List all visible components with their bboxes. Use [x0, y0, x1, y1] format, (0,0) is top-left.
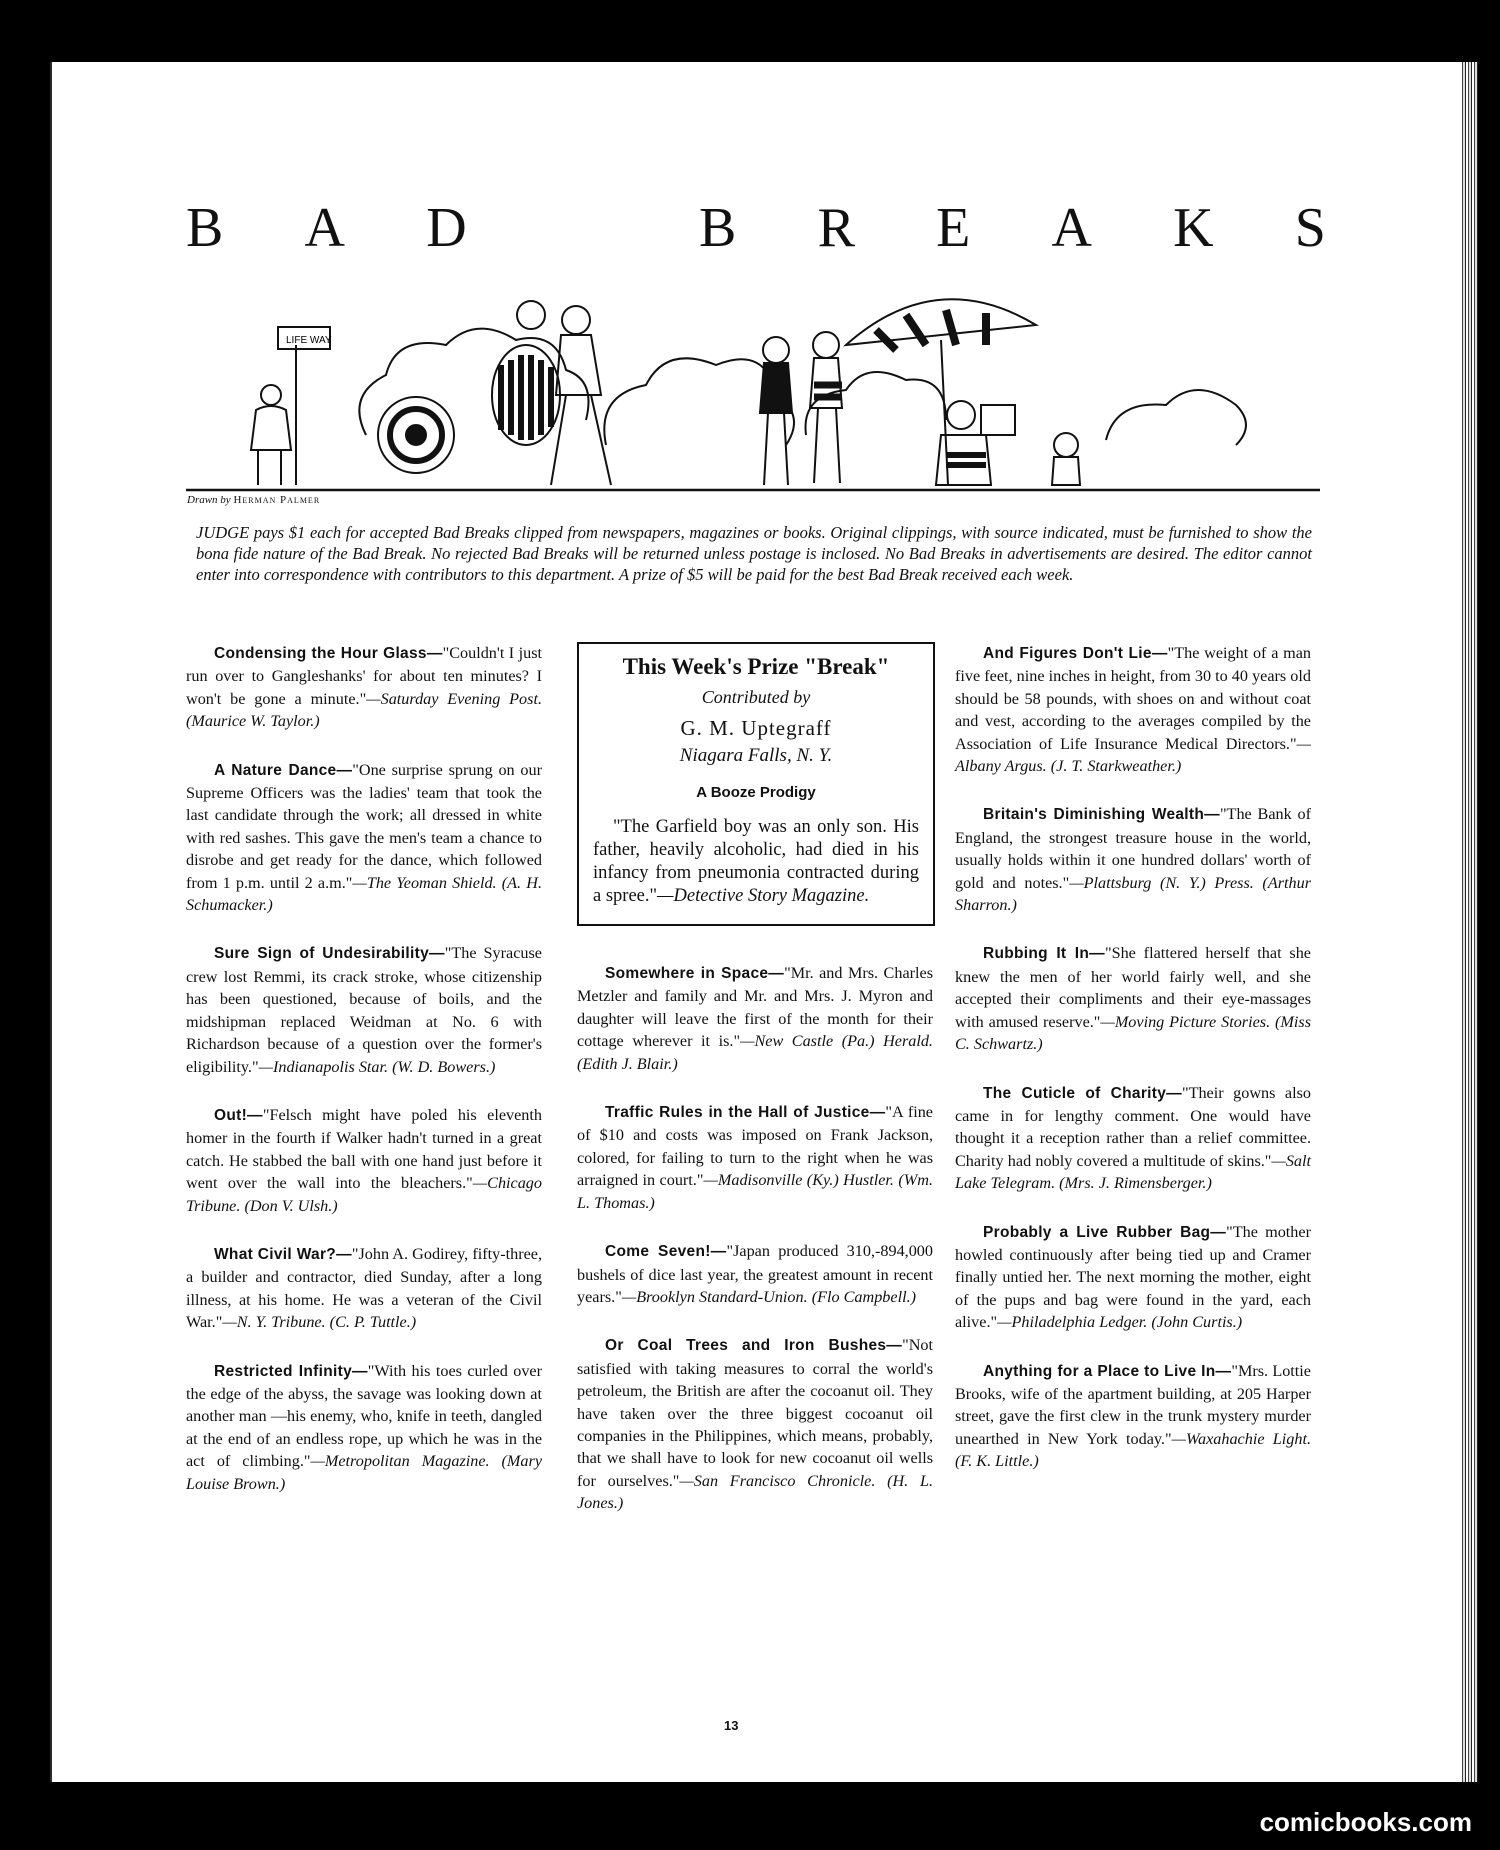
sign-text: LIFE WAY	[286, 335, 332, 346]
item-quote: "She flattered herself that she knew the men of her world fairly well, and she accepted their compliments and their eye-massages with amused reserve."	[955, 944, 1311, 1031]
item-quote: "Japan produced 310,-894,000 bushels of dice last year, the greatest amount in recent years."	[577, 1242, 933, 1306]
bad-break-item	[955, 942, 1311, 1055]
prize-winner-name: G. M. Uptegraff	[680, 715, 832, 740]
site-watermark: comicbooks.com	[1259, 1807, 1472, 1837]
item-source: —Waxahachie Light. (F. K. Little.)	[955, 1429, 1311, 1471]
item-quote: "The weight of a man five feet, nine inches in height, from 30 to 40 years old should be 58 pounds, with shoes on and without coat and vest, according to the averages compiled by the Association of Life Insurance Medical Directors."	[955, 644, 1311, 753]
item-heading: The Cuticle of Charity—	[983, 1084, 1182, 1102]
item-quote: "Their gowns also came in for lengthy comment. One would have thought it a reception rather than a relief committee. Charity had nobly covered a multitude of skins."	[955, 1083, 1311, 1170]
item-source: —Saturday Evening Post. (Maurice W. Taylor.)	[186, 689, 542, 731]
column-right	[955, 642, 1311, 1499]
item-quote: "Mrs. Lottie Brooks, wife of the apartment building, at 205 Harper street, gave the first clew in the trunk mystery murder unearthed in New York today."	[955, 1361, 1311, 1448]
page-title	[186, 196, 1326, 260]
item-quote: "The Syracuse crew lost Remmi, its crack stroke, whose citizenship has been questioned, because of boils, and the midshipman replaced Weidman at No. 6 with Richardson because of a question over the former's eligibility."	[186, 944, 542, 1076]
title-letter: R	[817, 197, 855, 259]
item-heading: What Civil War?—	[214, 1245, 352, 1263]
title-letter: B	[699, 197, 737, 259]
bad-break-item	[577, 1240, 933, 1308]
item-heading: Condensing the Hour Glass—	[214, 645, 443, 662]
item-quote: "A fine of $10 and costs was imposed on Frank Jackson, colored, for failing to turn to the right when he was arraigned in court."	[577, 1103, 933, 1190]
item-quote: "John A. Godirey, fifty-three, a builder and contractor, died Sunday, after a long illness, at his home. He was a veteran of the Civil War."	[186, 1244, 542, 1332]
column-middle	[577, 642, 933, 1541]
submission-notice: JUDGE pays $1 each for accepted Bad Breaks clipped from newspapers, magazines or books. Original clippings, with source indicated, must be furnished to show the bona fide nature of the Bad Break. No rejected Bad Breaks will be returned unless postage is inclosed. No Bad Breaks in advertisements are desired. The editor cannot enter into correspondence with contributors to this department. A prize of $5 will be paid for the best Bad Break received each week.	[196, 523, 1312, 584]
prize-box	[577, 642, 935, 926]
title-letter: D	[426, 197, 467, 259]
bad-break-item	[186, 1360, 542, 1495]
item-source: —Plattsburg (N. Y.) Press. (Arthur Sharron.)	[955, 873, 1311, 915]
bad-break-item	[577, 1334, 933, 1514]
item-heading: Or Coal Trees and Iron Bushes—	[605, 1337, 903, 1355]
item-source: —Indianapolis Star. (W. D. Bowers.)	[258, 1057, 496, 1076]
item-quote: "The mother howled continuously after being tied up and Cramer finally untied her. The next morning the mother, eight of the pups and bag were found in the yard, each alive."	[955, 1222, 1311, 1332]
page-number: 13	[724, 1718, 739, 1733]
item-heading: Rubbing It In—	[983, 945, 1105, 963]
prize-contributed-label: Contributed by	[701, 687, 811, 708]
bad-break-item	[186, 942, 542, 1077]
item-source: —Chicago Tribune. (Don V. Ulsh.)	[186, 1174, 542, 1215]
item-quote: "Mr. and Mrs. Charles Metzler and family and Mr. and Mrs. J. Myron and daughter will leave the first of the month for their cottage wherever it is."	[577, 964, 934, 1051]
bad-break-item	[955, 803, 1311, 916]
item-source: —Brooklyn Standard-Union. (Flo Campbell.)	[621, 1287, 917, 1306]
beach-illustration	[186, 285, 1320, 500]
item-heading: A Nature Dance—	[214, 761, 353, 779]
item-quote: "Felsch might have poled his eleventh homer in the fourth if Walker hadn't turned in a great catch. He stabbed the ball with one hand just before it went over the wall into the bleachers."	[186, 1105, 542, 1193]
item-source: —San Francisco Chronicle. (H. L. Jones.)	[577, 1471, 933, 1513]
bad-break-item	[955, 1221, 1311, 1334]
item-quote: "Not satisfied with taking measures to corral the world's petroleum, the British are after the cocoanut oil. They have taken over the three biggest cocoanut oil companies in the Philippines, which means, probably, that we shall have to look for new cocoanut oil wells for ourselves."	[577, 1336, 933, 1490]
bad-break-item	[186, 1243, 542, 1334]
prize-body: "The Garfield boy was an only son. His father, heavily alcoholic, had died in his infancy from pneumonia contracted during a spree."—Detective Story Magazine.	[593, 817, 919, 907]
item-quote: "With his toes curled over the edge of the abyss, the savage was looking down at another man —his enemy, who, knife in teeth, dangled at the end of an endless rope, up which he was in the act of climbing."	[186, 1361, 542, 1471]
title-letter: B	[186, 197, 224, 259]
title-letter: S	[1294, 197, 1326, 259]
item-source: —Salt Lake Telegram. (Mrs. J. Rimensberger.)	[955, 1151, 1311, 1193]
item-source: —Philadelphia Ledger. (John Curtis.)	[997, 1313, 1243, 1332]
item-heading: Probably a Live Rubber Bag—	[983, 1223, 1227, 1241]
item-heading: Anything for a Place to Live In—	[983, 1362, 1232, 1380]
item-source: —The Yeoman Shield. (A. H. Schumacker.)	[186, 873, 542, 915]
bad-break-item	[955, 1360, 1311, 1473]
column-middle-items	[577, 962, 933, 1515]
item-source: —Madisonville (Ky.) Hustler. (Wm. L. Thomas.)	[577, 1171, 933, 1212]
illustration-credit: Drawn by Herman Palmer	[187, 494, 321, 506]
item-heading: And Figures Don't Lie—	[983, 645, 1168, 662]
item-heading: Somewhere in Space—	[605, 965, 785, 983]
item-source: —Moving Picture Stories. (Miss C. Schwartz.)	[955, 1012, 1311, 1054]
item-heading: Traffic Rules in the Hall of Justice—	[605, 1104, 886, 1122]
column-left	[186, 642, 542, 1521]
title-letter: A	[304, 197, 345, 259]
bad-break-item	[577, 962, 933, 1075]
prize-winner-place: Niagara Falls, N. Y.	[679, 745, 833, 767]
item-quote: "Couldn't I just run over to Gangleshanks' for about ten minutes? I won't be gone a minute."	[186, 644, 542, 708]
bad-break-item	[955, 642, 1311, 777]
item-heading: Restricted Infinity—	[214, 1362, 368, 1380]
item-quote: "One surprise sprung on our Supreme Officers was the ladies' team that took the last candidate through the work; all dressed in white with red sashes. This gave the men's team a chance to disrobe and get ready for the dance, which followed from 1 p.m. until 2 a.m."	[186, 760, 542, 892]
title-letter: K	[1173, 197, 1214, 259]
item-heading: Out!—	[214, 1106, 263, 1124]
item-heading: Britain's Diminishing Wealth—	[983, 806, 1220, 824]
item-heading: Sure Sign of Undesirability—	[214, 945, 445, 963]
item-source: —Albany Argus. (J. T. Starkweather.)	[955, 734, 1311, 776]
bad-break-item	[955, 1082, 1311, 1195]
bad-break-item	[186, 1104, 542, 1217]
page-edges	[1460, 62, 1478, 1782]
item-source: —N. Y. Tribune. (C. P. Tuttle.)	[222, 1313, 417, 1332]
bad-break-item	[186, 759, 542, 917]
title-letter: A	[1051, 197, 1092, 259]
bad-break-item	[186, 642, 542, 733]
item-source: —New Castle (Pa.) Herald. (Edith J. Blair.)	[577, 1032, 933, 1073]
item-source: —Metropolitan Magazine. (Mary Louise Brown.)	[186, 1452, 542, 1493]
prize-subhead: A Booze Prodigy	[696, 783, 816, 801]
item-heading: Come Seven!—	[605, 1243, 727, 1261]
prize-heading: This Week's Prize "Break"	[622, 654, 890, 679]
item-quote: "The Bank of England, the strongest treasure house in the world, usually holds within it one hundred dollars' worth of gold and notes."	[955, 805, 1311, 892]
bad-break-item	[577, 1101, 933, 1214]
title-letter: E	[936, 197, 971, 259]
